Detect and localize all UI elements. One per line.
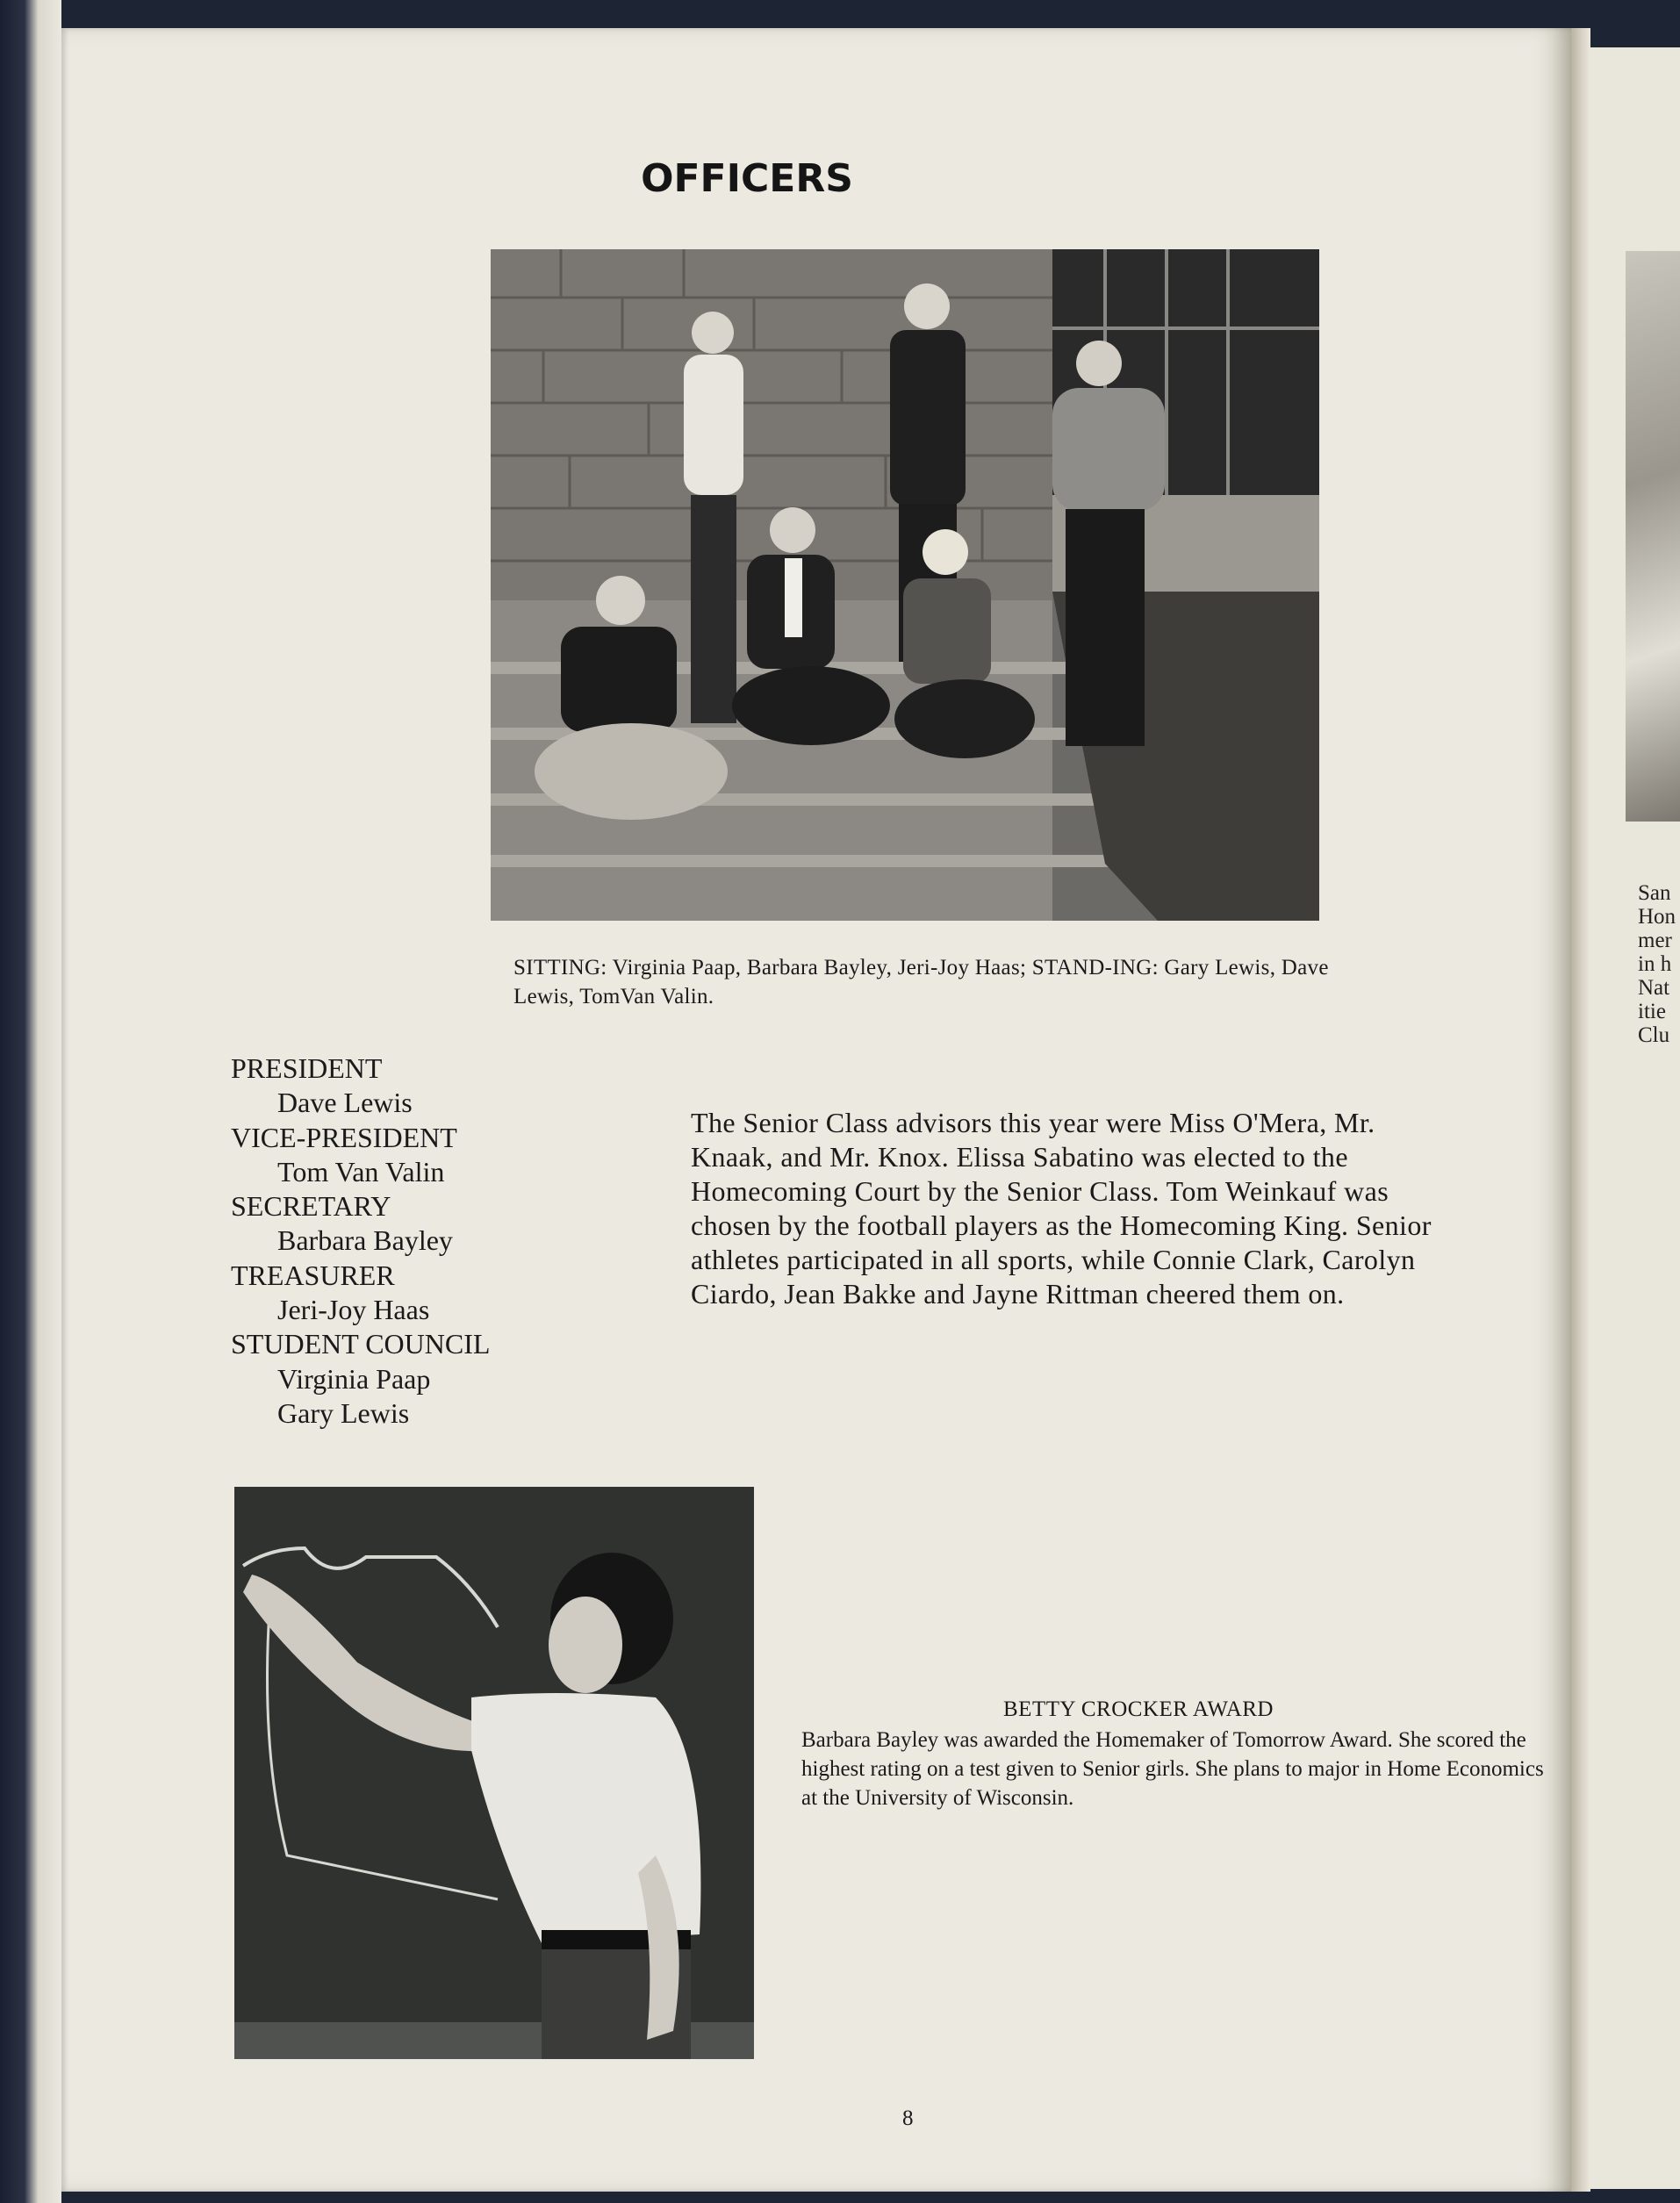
adjacent-text-line: San xyxy=(1638,881,1671,905)
officer-name: Gary Lewis xyxy=(277,1396,410,1429)
adjacent-text-line: itie xyxy=(1638,1000,1666,1023)
advisors-paragraph: The Senior Class advisors this year were Miss O'Mera, Mr. Knaak, and Mr. Knox. Elissa Sabatino was elected to the Homecoming Court by the Senior Class. Tom Weinkauf was chosen by the football players as the Homecoming King. Senior athletes participated in all sports, while Connie Clark, Carolyn Ciardo, Jean Bakke and Jayne Rittman cheered them on. xyxy=(691,1107,1432,1310)
officer-role-treasurer: TREASURER xyxy=(231,1259,395,1291)
officer-name: Dave Lewis xyxy=(277,1087,413,1119)
adjacent-text-line: Nat xyxy=(1638,976,1670,1000)
adjacent-text-line: Clu xyxy=(1638,1023,1670,1047)
group-photo-caption: SITTING: Virginia Paap, Barbara Bayley, Jeri-Joy Haas; STAND-ING: Gary Lewis, Dave Lewis, TomVan Valin. xyxy=(513,956,1329,1008)
officer-name: Barbara Bayley xyxy=(277,1224,453,1257)
officer-role-student-council: STUDENT COUNCIL xyxy=(231,1328,491,1360)
officer-name: Jeri-Joy Haas xyxy=(277,1294,430,1326)
officers-list xyxy=(231,1051,599,1431)
award-title: BETTY CROCKER AWARD xyxy=(1003,1697,1274,1721)
group-photo-illustration xyxy=(491,249,1319,921)
page-title: OFFICERS xyxy=(641,156,853,201)
officer-role-president: PRESIDENT xyxy=(231,1052,383,1084)
officer-role-secretary: SECRETARY xyxy=(231,1190,391,1223)
award-text: Barbara Bayley was awarded the Homemaker of Tomorrow Award. She scored the highest rating on a test given to Senior girls. She plans to major in Home Economics at the University of Wisconsin. xyxy=(801,1728,1544,1810)
officer-role-vice-president: VICE-PRESIDENT xyxy=(231,1121,457,1153)
adjacent-text-line: Hon xyxy=(1638,905,1676,929)
adjacent-page-photo xyxy=(1626,251,1680,822)
betty-crocker-photo xyxy=(234,1487,754,2059)
adjacent-page-text xyxy=(1638,881,1680,1047)
chalkboard-photo-illustration xyxy=(234,1487,754,2059)
book-binding-left xyxy=(0,0,61,2203)
adjacent-text-line: mer xyxy=(1638,929,1672,952)
officer-name: Virginia Paap xyxy=(277,1362,431,1395)
officers-group-photo xyxy=(491,249,1319,921)
page-number: 8 xyxy=(902,2106,914,2130)
page-gutter xyxy=(1571,28,1590,2192)
adjacent-text-line: in h xyxy=(1638,952,1672,976)
officer-name: Tom Van Valin xyxy=(277,1155,445,1188)
